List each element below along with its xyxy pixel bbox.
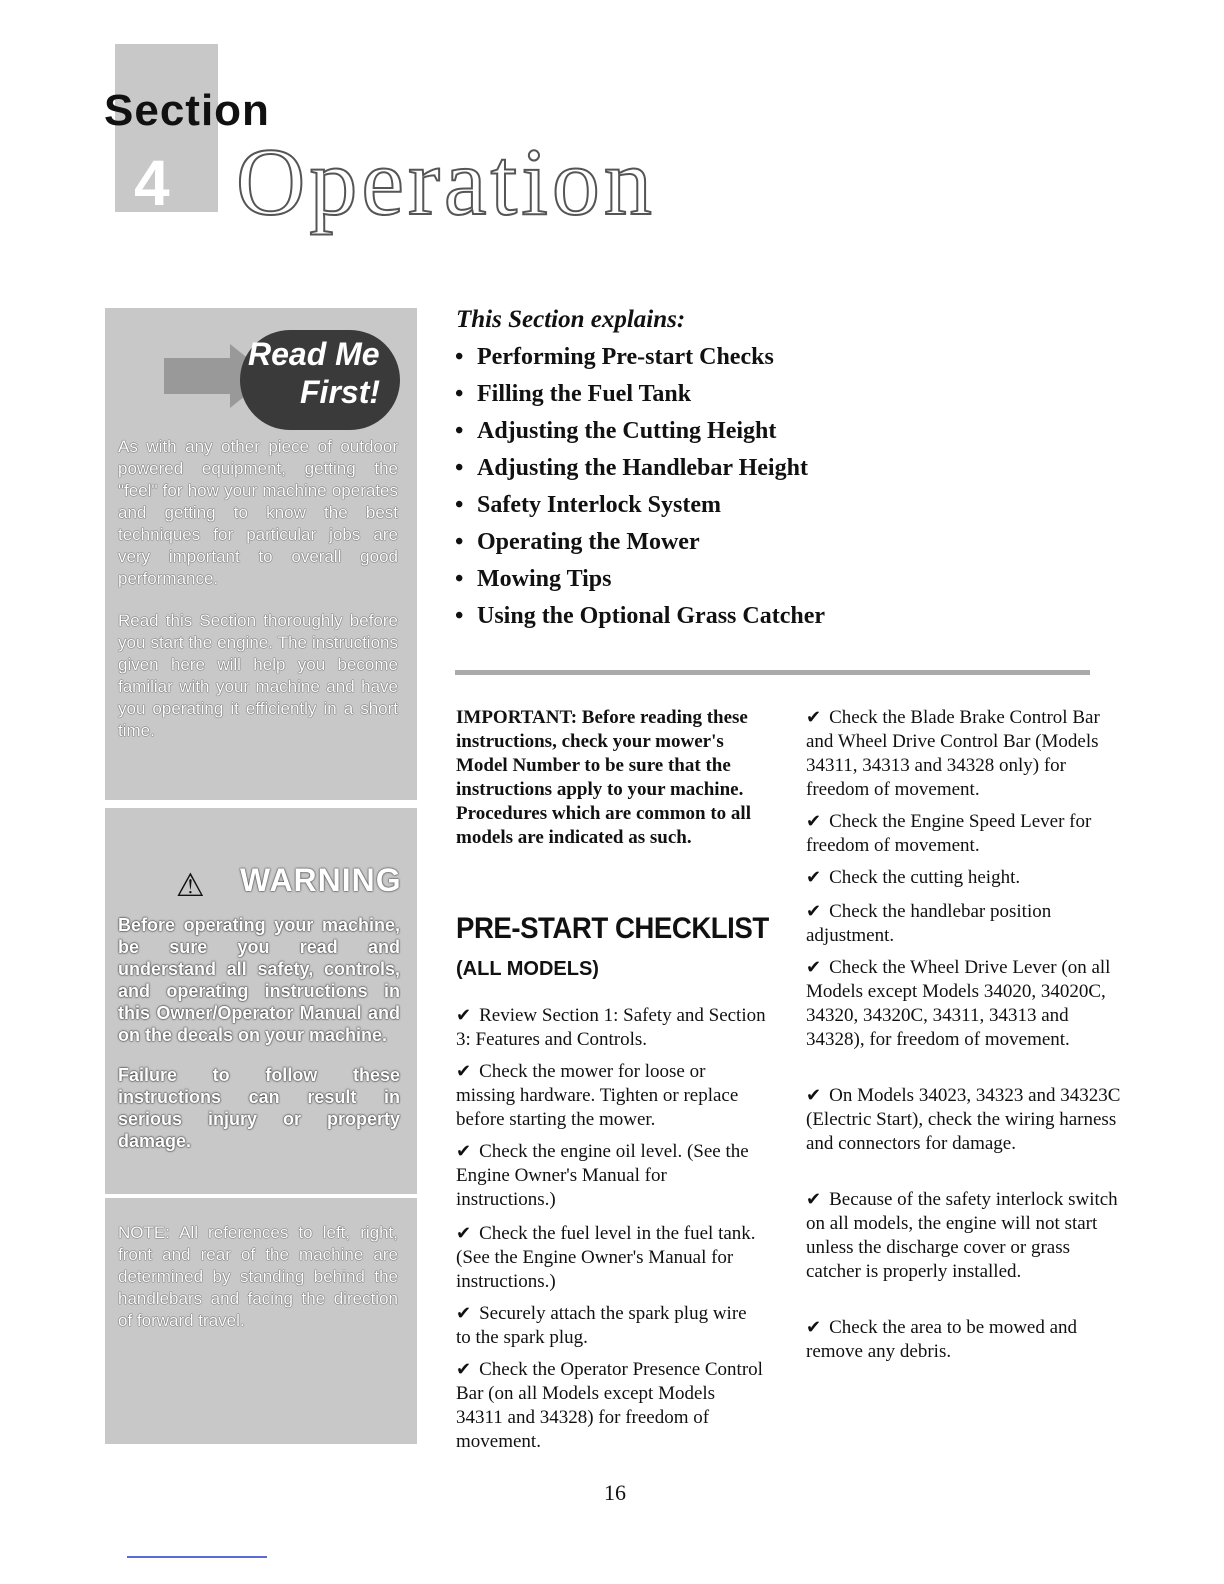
checklist-item: ✔ Securely attach the spark plug wire to the spark plug.: [456, 1303, 747, 1348]
check-icon: ✔: [806, 707, 822, 728]
checklist-item: ✔ Check the mower for loose or missing hardware. Tighten or replace before starting the mower.: [456, 1061, 739, 1130]
list-item: • Safety Interlock System: [455, 492, 721, 518]
list-item: • Adjusting the Handlebar Height: [455, 455, 808, 481]
warning-triangle-icon: ⚠: [176, 866, 205, 904]
section-contents-list: [455, 342, 825, 638]
list-item: • Operating the Mower: [455, 529, 700, 555]
read-me-first-badge: [140, 330, 400, 430]
checklist-item: ✔ Check the Engine Speed Lever for freedom of movement.: [806, 811, 1092, 856]
note-paragraph: NOTE: All references to left, right, front and rear of the machine are determined by standing behind the handlebars and facing the direction of forward travel.: [118, 1223, 398, 1330]
intro-paragraph-1: As with any other piece of outdoor powered equipment, getting the "feel" for how your machine operates and getting to know the best techniques for particular jobs are very important to overall good performance.: [118, 437, 398, 588]
checklist-item: ✔ Check the engine oil level. (See the Engine Owner's Manual for instructions.): [456, 1141, 749, 1210]
prestart-heading: PRE-START CHECKLIST: [456, 912, 769, 945]
important-note: IMPORTANT: Before reading these instructions, check your mower's Model Number to be sure that the instructions apply to your machine. Procedures which are common to all models are indicated as such.: [456, 707, 751, 848]
check-icon: ✔: [456, 1005, 472, 1026]
list-item: • Performing Pre-start Checks: [455, 344, 774, 370]
check-icon: ✔: [806, 901, 822, 922]
check-icon: ✔: [456, 1141, 472, 1162]
checklist-item: ✔ Because of the safety interlock switch on all models, the engine will not start unless the discharge cover or grass catcher is properly installed.: [806, 1189, 1118, 1282]
explains-heading: This Section explains:: [456, 306, 686, 333]
check-icon: ✔: [456, 1359, 472, 1380]
intro-paragraph-2: Read this Section thoroughly before you start the engine. The instructions given here will help you become familiar with your machine and have you operating it efficiently in a short time.: [118, 611, 398, 740]
warning-title: WARNING: [240, 862, 402, 898]
check-icon: ✔: [456, 1223, 472, 1244]
check-icon: ✔: [806, 1189, 822, 1210]
check-icon: ✔: [806, 1317, 822, 1338]
checklist-item: ✔ On Models 34023, 34323 and 34323C (Electric Start), check the wiring harness and connectors for damage.: [806, 1085, 1121, 1154]
list-item: • Filling the Fuel Tank: [455, 381, 692, 407]
divider: [455, 670, 1090, 675]
warning-paragraph-2: Failure to follow these instructions can result in serious injury or property damage.: [118, 1065, 400, 1151]
checklist-item: ✔ Review Section 1: Safety and Section 3: Features and Controls.: [456, 1005, 766, 1050]
footer-line: [127, 1556, 267, 1558]
checklist-item: ✔ Check the handlebar position adjustment.: [806, 901, 1052, 946]
check-icon: ✔: [806, 811, 822, 832]
check-icon: ✔: [806, 867, 822, 888]
checklist-item: ✔ Check the area to be mowed and remove any debris.: [806, 1317, 1078, 1362]
check-icon: ✔: [456, 1303, 472, 1324]
prestart-subheading: (ALL MODELS): [456, 958, 599, 980]
read-me-label: Read Me: [248, 336, 380, 372]
list-item: • Adjusting the Cutting Height: [455, 418, 777, 444]
checklist-item: ✔ Check the Operator Presence Control Bar (on all Models except Models 34311 and 34328) for freedom of movement.: [456, 1359, 763, 1452]
warning-paragraph-1: Before operating your machine, be sure you read and understand all safety, controls, and operating instructions in this Owner/Operator Manual and on the decals on your machine.: [118, 915, 400, 1045]
list-item: • Using the Optional Grass Catcher: [455, 603, 825, 629]
check-icon: ✔: [456, 1061, 472, 1082]
check-icon: ✔: [806, 957, 822, 978]
checklist-item: ✔ Check the cutting height.: [806, 867, 1021, 888]
page-number: 16: [604, 1480, 626, 1505]
checklist-item: ✔ Check the Wheel Drive Lever (on all Models except Models 34020, 34020C, 34320, 34320C, 34311, 34313 and 34328), for freedom of movement.: [806, 957, 1111, 1050]
checklist-item: ✔ Check the Blade Brake Control Bar and Wheel Drive Control Bar (Models 34311, 34313 and 34328 only) for freedom of movement.: [806, 707, 1100, 800]
section-label: Section: [104, 86, 270, 135]
list-item: • Mowing Tips: [455, 566, 612, 592]
checklist-item: ✔ Check the fuel level in the fuel tank. (See the Engine Owner's Manual for instructions.): [456, 1223, 756, 1292]
check-icon: ✔: [806, 1085, 822, 1106]
section-number: 4: [134, 147, 170, 219]
page-title: Operation: [236, 128, 656, 235]
first-label: First!: [300, 374, 380, 410]
